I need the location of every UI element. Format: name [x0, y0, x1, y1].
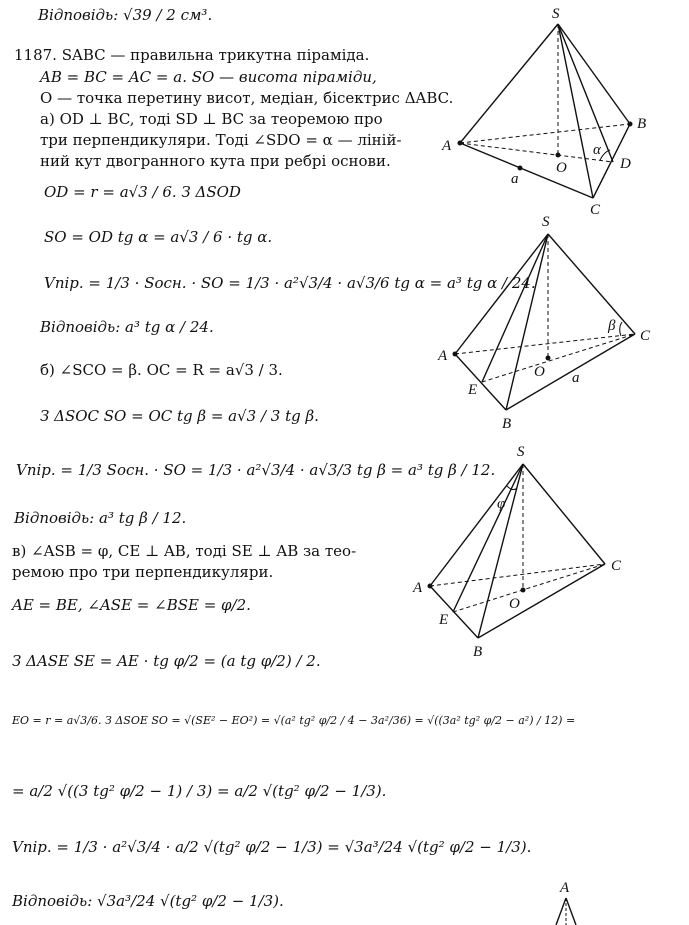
label-o: O	[534, 364, 545, 380]
point-b	[628, 122, 633, 127]
problem-line-2: AB = BC = AC = a. SO — висота піраміди,	[40, 68, 377, 86]
answer-a: Відповідь: a³ tg α / 24.	[40, 318, 214, 336]
label-e: E	[439, 612, 449, 628]
edge-sa	[460, 24, 558, 143]
label-phi: φ	[497, 496, 506, 512]
label-b: B	[473, 644, 483, 660]
label-beta: β	[608, 318, 616, 334]
edge-left	[556, 898, 566, 925]
edge-sb	[558, 24, 630, 124]
pyramid-figure-2	[430, 210, 660, 435]
volume-formula-c: Vпір. = 1/3 · a²√3/4 · a/2 √(tg² φ/2 − 1/3) = √3a³/24 √(tg² φ/2 − 1/3).	[12, 838, 532, 856]
label-a: A	[413, 580, 423, 596]
edge-sd	[558, 24, 613, 162]
label-alpha: α	[593, 142, 601, 158]
label-s: S	[552, 6, 560, 22]
top-answer: Відповідь: √39 / 2 см³.	[38, 6, 213, 24]
edge-ab	[455, 354, 506, 410]
part-a-line-2: три перпендикуляри. Тоді ∠SDO = α — ліній-	[40, 131, 402, 149]
answer-c: Відповідь: √3a³/24 √(tg² φ/2 − 1/3).	[12, 892, 284, 910]
label-a: A	[442, 138, 452, 154]
point-o	[521, 588, 526, 593]
label-a: A	[438, 348, 448, 364]
edge-right	[566, 898, 576, 925]
label-o: O	[509, 596, 520, 612]
point-a	[458, 141, 463, 146]
volume-formula-a: Vпір. = 1/3 · Sосн. · SO = 1/3 · a²√3/4 · a√3/6 tg α = a³ tg α / 24.	[44, 274, 536, 292]
edge-bc	[506, 334, 635, 410]
label-b: B	[502, 416, 512, 432]
volume-formula-b: Vпір. = 1/3 Sосн. · SO = 1/3 · a²√3/4 · a√3/3 tg β = a³ tg β / 12.	[16, 461, 496, 479]
median-ce	[453, 564, 605, 612]
label-e: E	[468, 382, 478, 398]
label-c: C	[611, 558, 622, 574]
part-c-line-1: в) ∠ASB = φ, CE ⊥ AB, тоді SE ⊥ AB за тео-	[12, 542, 357, 560]
part-a-line-3: ний кут двогранного кута при ребрі основи.	[40, 152, 391, 170]
part-c-line-5: EO = r = a√3/6. З ΔSOE SO = √(SE² − EO²) = √(a² tg² φ/2 / 4 − 3a²/36) = √((3a² tg² φ/2 − a²) / 12) =	[12, 714, 576, 727]
part-c-line-2: ремою про три перпендикуляри.	[12, 563, 274, 581]
label-a: A	[560, 880, 570, 896]
pyramid-figure-1	[440, 0, 670, 220]
label-a-side: a	[572, 370, 580, 386]
label-c: C	[590, 202, 601, 218]
point-mid-ac	[518, 166, 523, 171]
pyramid-figure-3	[405, 440, 635, 665]
part-c-line-4: З ΔASE SE = AE · tg φ/2 = (a tg φ/2) / 2.	[12, 652, 321, 670]
label-o: O	[556, 160, 567, 176]
edge-ac	[460, 143, 593, 198]
edge-ac-hidden	[430, 564, 605, 586]
part-b-line-2: З ΔSOC SO = OC tg β = a√3 / 3 tg β.	[40, 407, 319, 425]
edge-sc	[523, 464, 605, 564]
label-a-side: a	[511, 171, 519, 187]
od-formula: OD = r = a√3 / 6. З ΔSOD	[44, 183, 241, 201]
label-c: C	[640, 328, 651, 344]
edge-ac-hidden	[455, 334, 635, 354]
point-a	[428, 584, 433, 589]
edge-bc	[478, 564, 605, 638]
edge-sc	[548, 234, 635, 334]
label-d: D	[620, 156, 631, 172]
label-b: B	[637, 116, 647, 132]
part-c-line-3: AE = BE, ∠ASE = ∠BSE = φ/2.	[12, 596, 251, 614]
edge-se	[453, 464, 523, 612]
answer-b: Відповідь: a³ tg β / 12.	[14, 509, 187, 527]
label-s: S	[542, 214, 550, 230]
figure-4-partial	[548, 876, 588, 925]
problem-line-3: O — точка перетину висот, медіан, бісектрис ΔABC.	[40, 89, 454, 107]
label-s: S	[517, 444, 525, 460]
part-a-line-1: а) OD ⊥ BC, тоді SD ⊥ BC за теоремою про	[40, 110, 383, 128]
part-c-line-6: = a/2 √((3 tg² φ/2 − 1) / 3) = a/2 √(tg² φ/2 − 1/3).	[12, 782, 387, 800]
part-b-line-1: б) ∠SCO = β. OC = R = a√3 / 3.	[40, 361, 283, 379]
edge-se	[482, 234, 548, 382]
angle-beta-arc	[620, 322, 622, 336]
problem-header: 1187. SABC — правильна трикутна піраміда.	[14, 46, 370, 64]
point-o	[556, 153, 561, 158]
so-formula: SO = OD tg α = a√3 / 6 · tg α.	[44, 228, 273, 246]
edge-sa	[430, 464, 523, 586]
point-a	[453, 352, 458, 357]
point-o	[546, 356, 551, 361]
median-ce	[482, 334, 635, 382]
